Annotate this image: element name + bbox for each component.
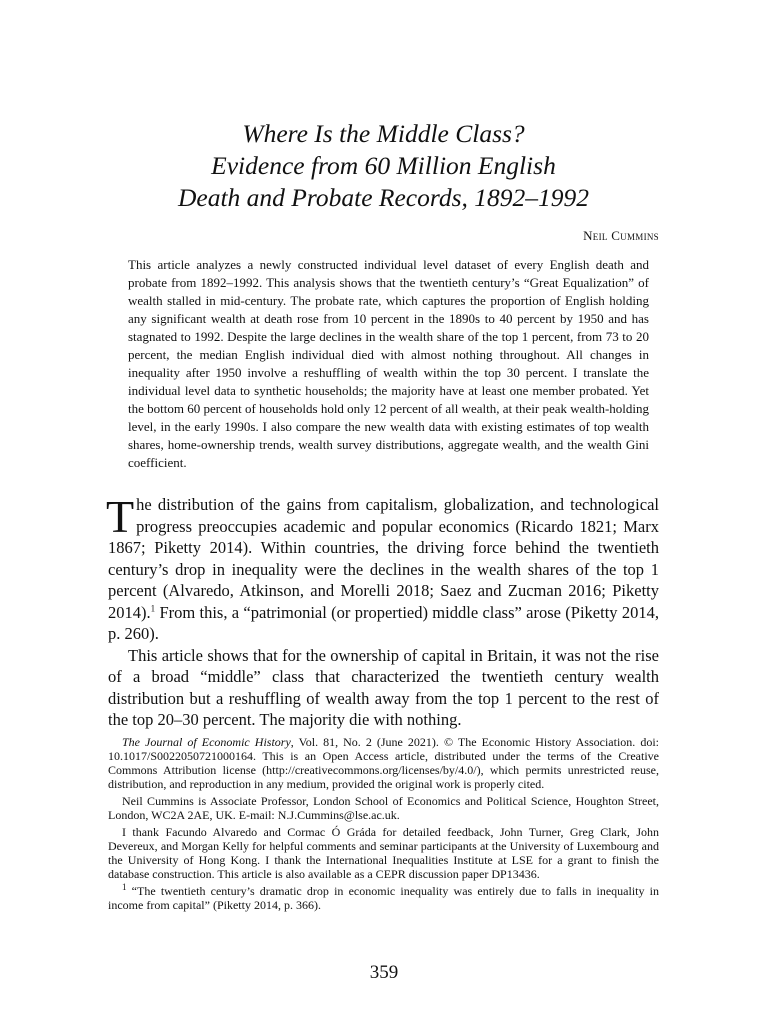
second-paragraph: This article shows that for the ownership of capital in Britain, it was not the rise of a broad “middle” class that characterized the twentieth century wealth distribution but a reshuffling of wealth away from the top 1 percent to the rest of the top 20–30 percent. The majority die with nothing. bbox=[108, 645, 659, 729]
paragraph-text: he distribution of the gains from capitalism, globalization, and technological progress preoccupies academic and popular economics (Ricardo 1821; Marx 1867; Piketty 2014). Within countries, the driving force behind the twentieth century’s drop in inequality were the declines in the wealth shares of the top 1 percent (Alvaredo, Atkinson, and Morelli 2018; Saez and Zucman 2016; Piketty 2014). bbox=[108, 495, 659, 622]
footnote-number: 1 bbox=[122, 881, 127, 892]
paragraph-text: From this, a “patrimonial (or propertied) middle class” arose (Piketty 2014, p. 260). bbox=[108, 602, 659, 643]
drop-cap: T bbox=[106, 491, 135, 542]
footnote-marker[interactable]: 1 bbox=[150, 603, 156, 613]
title-line: Where Is the Middle Class? bbox=[242, 119, 525, 148]
journal-name: The Journal of Economic History bbox=[122, 734, 291, 749]
author-affiliation: Neil Cummins is Associate Professor, London School of Economics and Political Science, Houghton Street, London, WC2A 2AE, UK. E-mail: N.J.Cummins@lse.ac.uk. bbox=[108, 793, 659, 822]
body-text bbox=[106, 491, 659, 731]
journal-note bbox=[108, 735, 659, 791]
abstract: This article analyzes a newly constructed individual level dataset of every English death and probate from 1892–1992. This analysis shows that the twentieth century’s “Great Equalization” of wealth stalled in mid-century. The probate rate, which captures the proportion of English holding any significant wealth at death rose from 10 percent in the 1890s to 40 percent by 1950 and has stagnated to 1992. Despite the large declines in the wealth share of the top 1 percent, from 73 to 20 percent, the median English individual died with almost nothing throughout. All changes in inequality after 1950 involve a reshuffling of wealth within the top 30 percent. I translate the individual level data to synthetic households; the majority have at least one member probated. Yet the bottom 60 percent of households hold only 12 percent of all wealth, at their peak wealth-holding level, in the early 1990s. I also compare the new wealth data with existing estimates of top wealth shares, home-ownership trends, wealth survey distributions, aggregate wealth, and the wealth Gini coefficient. bbox=[128, 257, 649, 470]
intro-paragraph bbox=[106, 491, 659, 645]
article-title bbox=[108, 118, 659, 214]
acknowledgements: I thank Facundo Alvaredo and Cormac Ó Gráda for detailed feedback, John Turner, Greg Clark, John Devereux, and Morgan Kelly for helpful comments and seminar participants at the University of Luxembourg and the University of Hong Kong. I thank the International Inequalities Institute at LSE for a grant to finish the database construction. This article is also available as a CEPR discussion paper DP13436. bbox=[108, 824, 659, 881]
journal-details: , Vol. 81, No. 2 (June 2021). © The Economic History Association. doi: 10.1017/S0022050721000164. This is an Open Access article, distributed under the terms of the Creative Commons Attribution license (http://creativecommons.org/licenses/by/4.0/), which permits unrestricted reuse, distribution, and reproduction in any medium, provided the original work is properly cited. bbox=[108, 734, 659, 791]
article-page bbox=[108, 118, 659, 915]
title-line: Death and Probate Records, 1892–1992 bbox=[177, 183, 589, 212]
title-line: Evidence from 60 Million English bbox=[211, 151, 556, 180]
footnote-1 bbox=[108, 881, 659, 912]
footnote-text: “The twentieth century’s dramatic drop in economic inequality was entirely due to falls in inequality in income from capital” (Piketty 2014, p. 366). bbox=[108, 883, 659, 912]
page-number: 359 bbox=[369, 962, 399, 983]
footnotes bbox=[108, 735, 659, 912]
author-name: Neil Cummins bbox=[583, 228, 659, 243]
